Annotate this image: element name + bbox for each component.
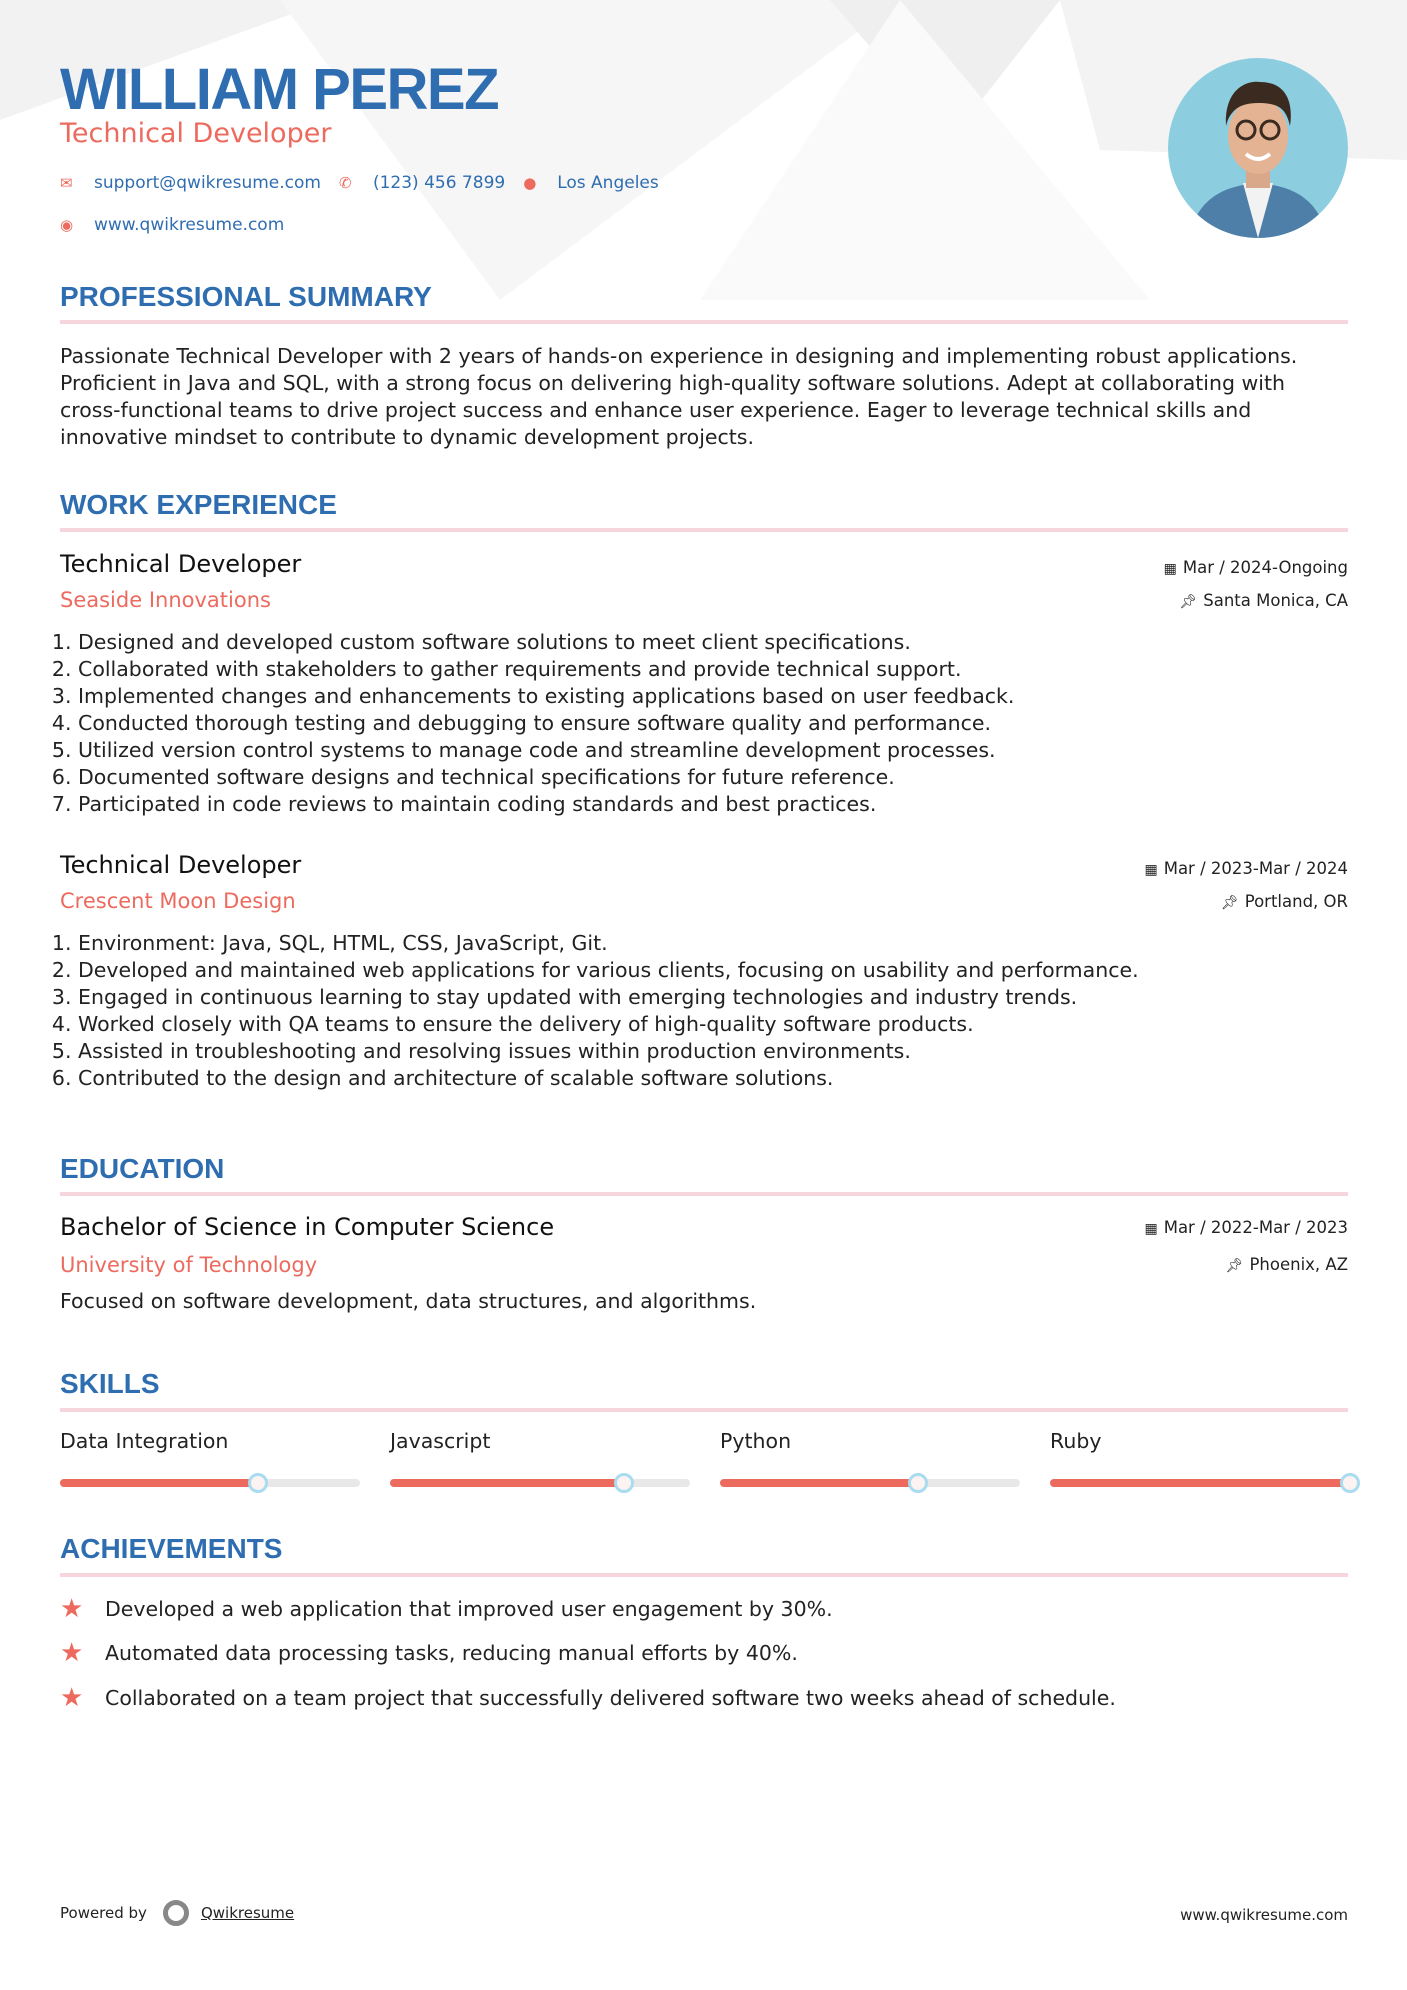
- phone-icon: ✆: [338, 174, 352, 192]
- qwikresume-logo-icon: [163, 1900, 189, 1926]
- list-item: 7. Participated in code reviews to maintain coding standards and best practices.: [78, 791, 1350, 818]
- skill-fill: [720, 1479, 918, 1487]
- job-bullets: [60, 629, 1350, 818]
- job-company: Seaside Innovations: [60, 588, 271, 612]
- list-item: 1. Environment: Java, SQL, HTML, CSS, JavaScript, Git.: [78, 930, 1350, 957]
- skill-item: [1050, 1429, 1350, 1487]
- star-icon: ★: [60, 1638, 84, 1668]
- achievement-item: [60, 1683, 1116, 1713]
- divider: [60, 320, 1348, 324]
- skills-heading: SKILLS: [60, 1368, 160, 1399]
- list-item: 3. Implemented changes and enhancements to existing applications based on user feedback.: [78, 683, 1350, 710]
- dates-text: Mar / 2022-Mar / 2023: [1163, 1218, 1348, 1237]
- skill-fill: [1050, 1479, 1350, 1487]
- skill-item: [390, 1429, 690, 1487]
- list-item: 3. Engaged in continuous learning to stay updated with emerging technologies and industry trends.: [78, 984, 1350, 1011]
- job-dates: [1144, 859, 1348, 878]
- pin-icon: 📌︎: [1225, 1258, 1244, 1274]
- achievements-heading: ACHIEVEMENTS: [60, 1533, 283, 1564]
- phone-text: (123) 456 7899: [372, 173, 506, 193]
- divider: [60, 1192, 1348, 1196]
- summary-heading: PROFESSIONAL SUMMARY: [60, 281, 432, 312]
- degree: Bachelor of Science in Computer Science: [60, 1213, 555, 1241]
- star-icon: ★: [60, 1594, 84, 1624]
- skill-fill: [390, 1479, 624, 1487]
- list-item: 1. Designed and developed custom software solutions to meet client specifications.: [78, 629, 1350, 656]
- list-item: 6. Contributed to the design and architecture of scalable software solutions.: [78, 1065, 1350, 1092]
- education-dates: [1144, 1218, 1348, 1237]
- education-location: [1226, 1255, 1348, 1274]
- skill-name: Javascript: [390, 1429, 491, 1453]
- skill-knob: [908, 1473, 928, 1493]
- email-link[interactable]: support@qwikresume.com: [94, 173, 321, 193]
- skill-fill: [60, 1479, 258, 1487]
- profile-photo: [1168, 58, 1348, 238]
- globe-icon: ◉: [60, 216, 74, 234]
- achievement-text: Automated data processing tasks, reducing manual efforts by 40%.: [105, 1641, 798, 1665]
- footer-powered: [60, 1900, 294, 1926]
- map-pin-icon: ●: [523, 174, 537, 192]
- location-text: Santa Monica, CA: [1203, 591, 1348, 610]
- school: University of Technology: [60, 1253, 318, 1277]
- job-company: Crescent Moon Design: [60, 889, 296, 913]
- skill-bar: [1050, 1479, 1350, 1487]
- achievement-item: [60, 1638, 798, 1668]
- divider: [60, 1573, 1348, 1577]
- location-text: Los Angeles: [557, 173, 659, 193]
- skill-bar: [720, 1479, 1020, 1487]
- pin-icon: 📌︎: [1179, 594, 1198, 610]
- skill-name: Python: [720, 1429, 792, 1453]
- calendar-icon: ▦: [1163, 561, 1177, 577]
- list-item: 2. Developed and maintained web applications for various clients, focusing on usability and performance.: [78, 957, 1350, 984]
- job-title: Technical Developer: [60, 851, 302, 879]
- education-description: Focused on software development, data structures, and algorithms.: [60, 1289, 757, 1313]
- star-icon: ★: [60, 1683, 84, 1713]
- job-bullets: [60, 930, 1350, 1092]
- powered-by-text: Powered by: [60, 1904, 147, 1922]
- summary-text: Passionate Technical Developer with 2 years of hands-on experience in designing and implementing robust applications. Proficient in Java and SQL, with a strong focus on delivering high-quality software solutions. Adept at collaborating with cross-functional teams to drive project success and enhance user experience. Eager to leverage technical skills and innovative mindset to contribute to dynamic development projects.: [60, 344, 1298, 449]
- candidate-name: WILLIAM PEREZ: [60, 57, 499, 122]
- divider: [60, 528, 1348, 532]
- skills-list: [60, 1429, 1360, 1487]
- divider: [60, 1408, 1348, 1412]
- achievement-item: [60, 1594, 833, 1624]
- skill-knob: [614, 1473, 634, 1493]
- skill-knob: [1340, 1473, 1360, 1493]
- job-title: Technical Developer: [60, 550, 302, 578]
- list-item: 2. Collaborated with stakeholders to gather requirements and provide technical support.: [78, 656, 1350, 683]
- skill-bar: [60, 1479, 360, 1487]
- job-dates: [1164, 558, 1348, 577]
- list-item: 6. Documented software designs and technical specifications for future reference.: [78, 764, 1350, 791]
- location-text: Phoenix, AZ: [1249, 1255, 1348, 1274]
- education-heading: EDUCATION: [60, 1153, 225, 1184]
- dates-text: Mar / 2023-Mar / 2024: [1163, 859, 1348, 878]
- website-link[interactable]: www.qwikresume.com: [94, 215, 285, 235]
- location-text: Portland, OR: [1244, 892, 1348, 911]
- skill-bar: [390, 1479, 690, 1487]
- job-location: [1221, 892, 1348, 911]
- job-location: [1179, 591, 1348, 610]
- candidate-title: Technical Developer: [60, 118, 332, 149]
- website-row: [60, 215, 284, 235]
- list-item: 4. Conducted thorough testing and debugging to ensure software quality and performance.: [78, 710, 1350, 737]
- envelope-icon: ✉: [60, 174, 73, 192]
- skill-name: Data Integration: [60, 1429, 229, 1453]
- achievement-text: Developed a web application that improved user engagement by 30%.: [105, 1597, 833, 1621]
- skill-knob: [248, 1473, 268, 1493]
- work-heading: WORK EXPERIENCE: [60, 489, 337, 520]
- pin-icon: 📌︎: [1220, 895, 1239, 911]
- calendar-icon: ▦: [1144, 862, 1158, 878]
- list-item: 4. Worked closely with QA teams to ensure the delivery of high-quality software products.: [78, 1011, 1350, 1038]
- footer-site[interactable]: www.qwikresume.com: [1180, 1906, 1348, 1924]
- brand-link[interactable]: Qwikresume: [200, 1904, 295, 1922]
- list-item: 5. Assisted in troubleshooting and resolving issues within production environments.: [78, 1038, 1350, 1065]
- list-item: 5. Utilized version control systems to manage code and streamline development processes.: [78, 737, 1350, 764]
- calendar-icon: ▦: [1144, 1221, 1158, 1237]
- dates-text: Mar / 2024-Ongoing: [1182, 558, 1348, 577]
- achievement-text: Collaborated on a team project that successfully delivered software two weeks ahead of schedule.: [105, 1686, 1116, 1710]
- skill-name: Ruby: [1050, 1429, 1102, 1453]
- contact-row: [60, 173, 659, 193]
- skill-item: [60, 1429, 360, 1487]
- skill-item: [720, 1429, 1020, 1487]
